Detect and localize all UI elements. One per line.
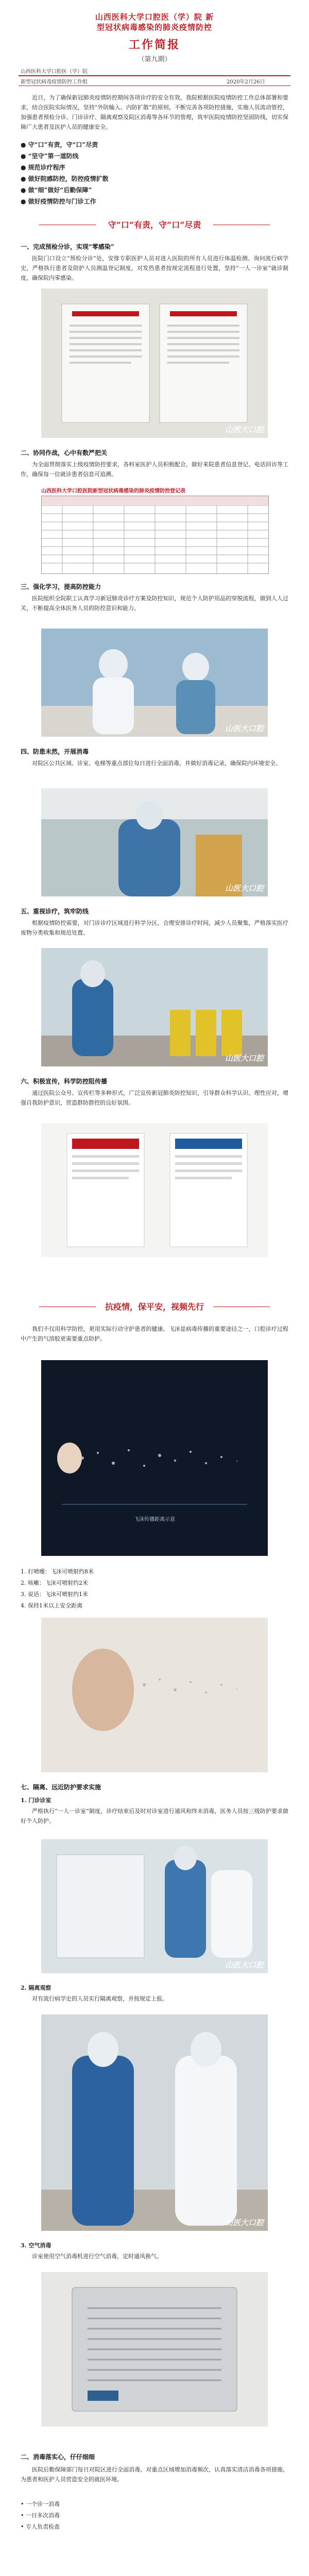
intro-paragraph: 近日，为了确保新冠肺炎疫情防控期间各项诊疗的安全有效，我院根据医院疫情防控工作总体部署和要求，结合医院实际情况，坚持“外防输入、内防扩散”的原则，不断完善各项防控措施，实施人员流动管控，加强患者预检分诊、门诊诊疗、隔离观察及院区消毒等各环节的管理，筑牢医院疫情防控坚固防线，切实保障广大患者及医护人员的健康安全。 xyxy=(21,94,288,130)
disinfection-item: • 一日多次消毒 xyxy=(21,2512,60,2519)
droplet-point: 4. 保持1米以上安全距离 xyxy=(21,1602,82,1609)
ppe-photo xyxy=(41,2014,268,2231)
isolation-scene xyxy=(41,1839,268,1973)
training-photo xyxy=(41,629,268,737)
droplet-diagram xyxy=(41,1360,268,1556)
section-body: 根据疫情防控需要，对门诊诊疗区域进行科学分区，合理安排诊疗时间，减少人员聚集，严格落实医疗废物分类收集和规范处置。 xyxy=(21,920,288,936)
org-line-1: 山西医科大学口腔医（学）院 新 xyxy=(95,12,214,22)
air-disinfector-photo xyxy=(41,2272,268,2427)
table-grid xyxy=(42,496,268,573)
section-body: 诊室使用空气消毒机进行空气消毒，定时通风换气。 xyxy=(32,2253,162,2260)
section-title: 二、消毒落实心，仔仔细细 xyxy=(21,2453,95,2461)
intro-item: ● 守“口”有责，守“口”尽责 xyxy=(21,141,98,148)
droplet-spread-illustration xyxy=(41,1360,268,1556)
section-title: 七、隔离、远近防护要求实施 xyxy=(21,1784,101,1791)
section-body: 对院区公共区域、诊室、电梯等重点部位每日进行全面消毒，并做好消毒记录，确保院内环境安全。 xyxy=(32,760,281,767)
disinfection-list xyxy=(21,2499,60,2533)
spray-scene xyxy=(41,1618,268,1772)
section-body: 对有流行病学史的人员实行隔离观察，并按规定上报。 xyxy=(32,1995,168,2002)
notice-board-illustration xyxy=(41,289,268,438)
ppe-scene xyxy=(41,2014,268,2231)
intro-item: ● 做“细”做好“后勤保障” xyxy=(21,187,92,194)
intro-item: ● “坚守”第一道防线 xyxy=(21,152,79,160)
section-body: 严格执行“一人一诊室”制度，诊疗结束后及时对诊室进行通风和终末消毒，医务人员按三级防护要求做好个人防护。 xyxy=(21,1808,288,1824)
disinfection-scene xyxy=(41,788,268,896)
intro-item: ● 规范诊疗程序 xyxy=(21,164,65,171)
section-body: 通过医院公众号、宣传栏等多种形式，广泛宣传新冠肺炎防控知识，引导群众科学认识、理性应对，增强自我防护意识，营造群防群控的良好氛围。 xyxy=(21,1090,288,1106)
header-divider-top xyxy=(19,75,290,76)
subsection-title: 1. 门诊诊室 xyxy=(21,1797,52,1804)
intro-list xyxy=(21,139,109,207)
section-body: 为全面贯彻落实上级疫情防控要求，各科室医护人员积极配合，做好来院患者信息登记、电话回访等工作，确保每一位就诊患者信息可追溯。 xyxy=(21,461,288,478)
diagram-label: 飞沫传播距离示意 xyxy=(134,1517,175,1522)
section-title: 六、积极宣传，科学防控阻传播 xyxy=(21,1078,108,1085)
droplet-point: 2. 咳嗽：飞沫可喷射约2米 xyxy=(21,1580,88,1586)
training-scene xyxy=(41,629,268,737)
section-title: 五、重视诊疗，筑牢防线 xyxy=(21,908,89,915)
section-body: 医院门口设立“预检分诊”处，安排专职医护人员对进入医院的所有人员进行体温检测、询问流行病学史，严格执行患者及陪护人员测温登记制度，对发热患者按规定流程进行处置，坚持“一人一诊室”就诊制度，确保院内零感染。 xyxy=(21,255,288,281)
section-banner: 抗疫情，保平安，视频先行 xyxy=(19,1298,290,1316)
clinic-scene xyxy=(41,948,268,1066)
photo-watermark: 山医大口腔 xyxy=(225,724,264,733)
air-disinfector-device xyxy=(41,2272,268,2427)
photo-watermark: 山医大口腔 xyxy=(225,884,264,893)
publicity-photo xyxy=(41,1123,268,1257)
subsection-title: 3. 空气消毒 xyxy=(21,2242,52,2249)
meta-sender: 新型冠状病毒疫情防控工作组 xyxy=(21,79,88,85)
section-body: 医院后勤保障部门每日对院区进行全面消毒，对重点区域增加消毒频次，认真落实清洁消毒各项措施，为患者和医护人员营造安全的就医环境。 xyxy=(21,2466,288,2483)
section-title: 四、防患未然，开展消毒 xyxy=(21,748,89,755)
droplet-photo xyxy=(41,1618,268,1772)
intro-item: ● 做好院感防控，防控疫情扩散 xyxy=(21,175,109,182)
section-body: 我们不仅用科学防控，更用实际行动守护患者的健康。飞沫是病毒传播的重要途径之一，口腔诊疗过程中产生的气溶胶更需要重点防护。 xyxy=(21,1326,288,1342)
meta-org: 山西医科大学口腔医（学）院 xyxy=(21,69,88,75)
photo-watermark: 山医大口腔 xyxy=(225,2218,264,2227)
clinic-photo xyxy=(41,948,268,1066)
droplet-point: 1. 打喷嚏：飞沫可喷射约8米 xyxy=(21,1568,94,1575)
section-title: 三、强化学习，提高防控能力 xyxy=(21,583,101,590)
notice-photo xyxy=(41,289,268,438)
registration-table xyxy=(41,496,269,574)
publicity-scene xyxy=(41,1123,268,1257)
section-title: 一、完成预检分诊，实现“零感染” xyxy=(21,243,114,250)
photo-watermark: 山医大口腔 xyxy=(225,425,264,434)
section-body: 医院组织全院职工认真学习新冠肺炎诊疗方案及防控知识，规范个人防护用品的穿脱流程，做到人人过关，不断提高全体医务人员的防控意识和能力。 xyxy=(21,595,288,612)
intro-item: ● 做好疫情防控与门诊工作 xyxy=(21,198,96,205)
subsection-title: 2. 隔离观察 xyxy=(21,1985,52,1991)
meta-date: 2020年2月26日 xyxy=(227,79,265,85)
section-banner: 守“口”有责，守“口”尽责 xyxy=(19,216,290,234)
photo-watermark: 山医大口腔 xyxy=(225,1054,264,1063)
photo-watermark: 山医大口腔 xyxy=(225,1960,264,1970)
droplet-points xyxy=(21,1566,94,1612)
droplet-point: 3. 说话：飞沫可喷射约1米 xyxy=(21,1591,88,1598)
table-caption: 山西医科大学口腔医院新型冠状病毒感染的肺炎疫情防控登记表 xyxy=(41,488,185,494)
isolation-photo xyxy=(41,1839,268,1973)
issue-number: （第九期） xyxy=(138,56,171,63)
disinfection-item: • 一个诊一消毒 xyxy=(21,2501,60,2507)
org-line-2: 型冠状病毒感染的肺炎疫情防控 xyxy=(96,23,212,32)
section-title: 二、协同作战，心中有数严把关 xyxy=(21,449,108,456)
disinfection-item: • 专人负责检查 xyxy=(21,2523,60,2530)
disinfection-photo xyxy=(41,788,268,896)
briefing-title: 工作简报 xyxy=(128,38,180,52)
